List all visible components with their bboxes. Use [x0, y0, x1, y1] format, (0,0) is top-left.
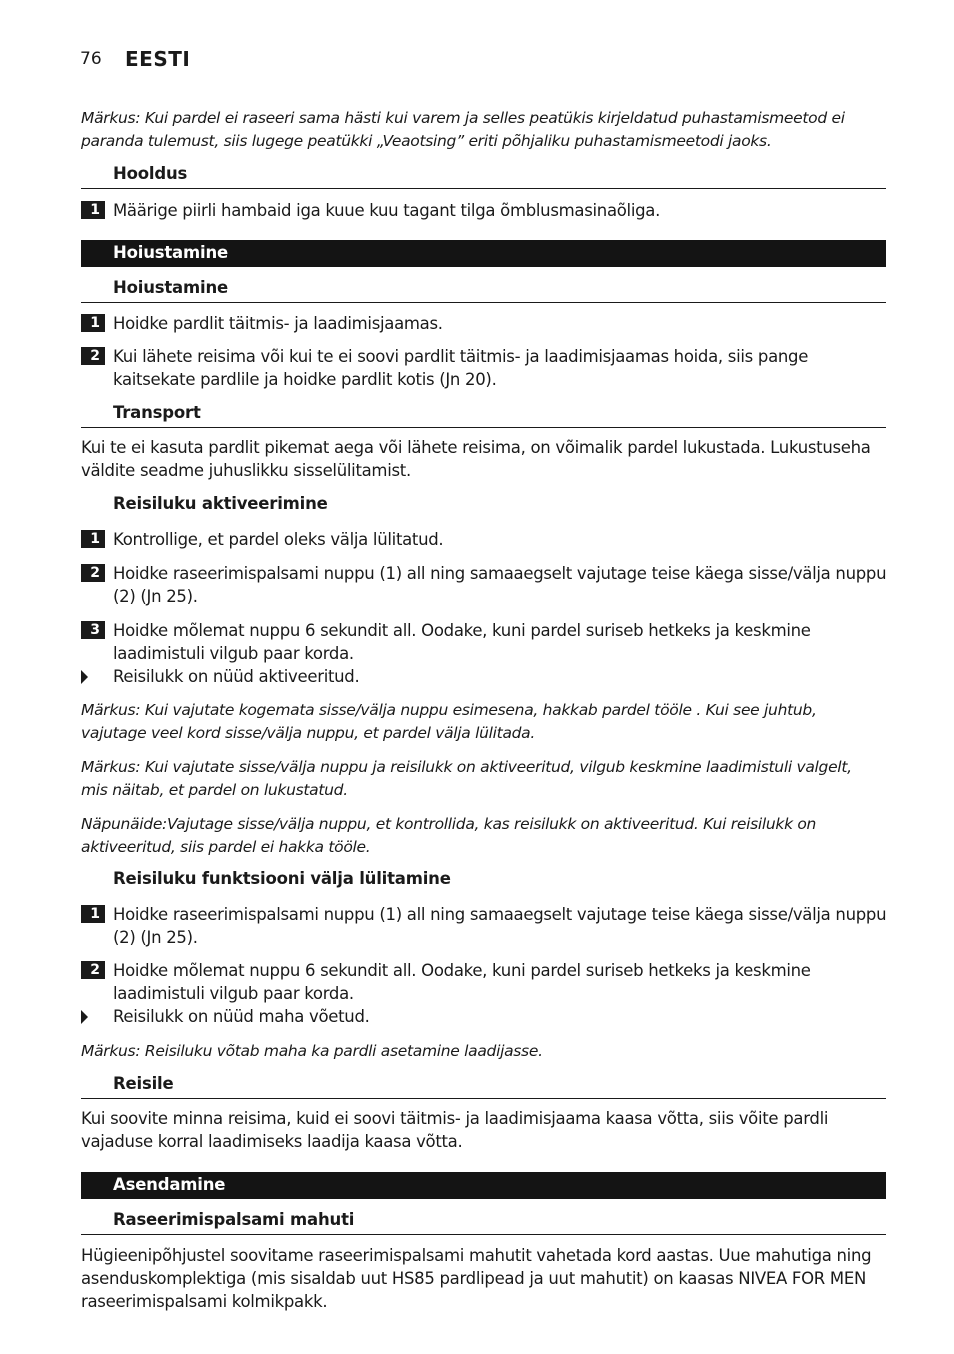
subheading-reisile [81, 1074, 886, 1099]
asendamine-paragraph: Hügieenipõhjustel soovitame raseerimispalsami mahutit vahetada kord aastas. Uue mahutiga ning asenduskomplektiga (mis sisaldab uut HS85 pardlipead ja uut mahutit) on kaasas NIVEA FOR MEN raseerimispalsami kolmikpakk. [81, 1246, 872, 1311]
step-text: Hoidke raseerimispalsami nuppu (1) all ning samaaegselt vajutage teise käega sisse/välja nuppu (2) (Jn 25). [113, 564, 887, 606]
subheading-mahuti [81, 1210, 886, 1235]
step-text: Määrige piirli hambaid iga kuue kuu tagant tilga õmblusmasinaõliga. [113, 201, 661, 220]
language-title: EESTI [125, 47, 191, 71]
subheading-hooldus [81, 164, 886, 189]
page-number: 76 [80, 49, 102, 69]
step-number: 3 [81, 621, 105, 639]
step-number: 2 [81, 564, 105, 582]
note-activate-1: Märkus: Kui vajutate kogemata sisse/välja nuppu esimesena, hakkab pardel tööle . Kui see juhtub, vajutage veel kord sisse/välja nuppu, et pardel välja lülitada. [81, 701, 817, 742]
note-activate-2: Märkus: Kui vajutate sisse/välja nuppu ja reisilukk on aktiveeritud, vilgub keskmine laadimistuli valgelt, mis näitab, et pardel on lukustatud. [81, 758, 852, 799]
subheading-transport [81, 403, 886, 428]
section-label: Asendamine [113, 1175, 226, 1194]
transport-paragraph: Kui te ei kasuta pardlit pikemat aega või lähete reisima, on võimalik pardel lukustada. Lukustuseha väldite seadme juhuslikku sisselülitamist. [81, 438, 871, 480]
step-number: 2 [81, 961, 105, 979]
triangle-bullet-icon [81, 1010, 88, 1024]
result-text: Reisilukk on nüüd maha võetud. [113, 1007, 370, 1026]
step-text: Hoidke raseerimispalsami nuppu (1) all ning samaaegselt vajutage teise käega sisse/välja nuppu (2) (Jn 25). [113, 905, 887, 947]
step-text: Kontrollige, et pardel oleks välja lülitatud. [113, 530, 444, 549]
triangle-bullet-icon [81, 670, 88, 684]
section-label: Hoiustamine [113, 243, 228, 262]
section-bar-asendamine [81, 1172, 886, 1199]
tip-activate: Näpunäide:Vajutage sisse/välja nuppu, et kontrollida, kas reisilukk on aktiveeritud. Kui reisilukk on aktiveeritud, siis pardel ei hakka tööle. [81, 815, 817, 856]
step-text: Hoidke mõlemat nuppu 6 sekundit all. Oodake, kuni pardel suriseb hetkeks ja keskmine laadimistuli vilgub paar korda. [113, 621, 811, 663]
subheading-deactivate: Reisiluku funktsiooni välja lülitamine [113, 869, 451, 888]
reisile-paragraph: Kui soovite minna reisima, kuid ei soovi täitmis- ja laadimisjaama kaasa võtta, siis võite pardli vajaduse korral laadimiseks laadija kaasa võtta. [81, 1109, 829, 1151]
note-cleaning: Märkus: Kui pardel ei raseeri sama hästi kui varem ja selles peatükis kirjeldatud puhastamismeetod ei paranda tulemust, siis lugege peatükki „Veaotsing” eriti põhjaliku puhastamismeetodi jaoks. [81, 109, 845, 150]
subheading-label: Raseerimispalsami mahuti [113, 1210, 355, 1229]
step-number: 2 [81, 347, 105, 365]
step-text: Hoidke pardlit täitmis- ja laadimisjaamas. [113, 314, 443, 333]
step-number: 1 [81, 905, 105, 923]
step-text: Hoidke mõlemat nuppu 6 sekundit all. Oodake, kuni pardel suriseb hetkeks ja keskmine laadimistuli vilgub paar korda. [113, 961, 811, 1003]
section-bar-hoiustamine [81, 240, 886, 267]
subheading-label: Reisile [113, 1074, 174, 1093]
subheading-label: Hooldus [113, 164, 188, 183]
step-number: 1 [81, 314, 105, 332]
subheading-label: Transport [113, 403, 201, 422]
step-number: 1 [81, 201, 105, 219]
step-text: Kui lähete reisima või kui te ei soovi pardlit täitmis- ja laadimisjaamas hoida, siis pange kaitsekate pardlile ja hoidke pardlit kotis (Jn 20). [113, 347, 809, 389]
note-deactivate: Märkus: Reisiluku võtab maha ka pardli asetamine laadijasse. [81, 1042, 543, 1060]
subheading-activate: Reisiluku aktiveerimine [113, 494, 328, 513]
subheading-hoiustamine [81, 278, 886, 303]
subheading-label: Hoiustamine [113, 278, 228, 297]
step-number: 1 [81, 530, 105, 548]
result-text: Reisilukk on nüüd aktiveeritud. [113, 667, 360, 686]
